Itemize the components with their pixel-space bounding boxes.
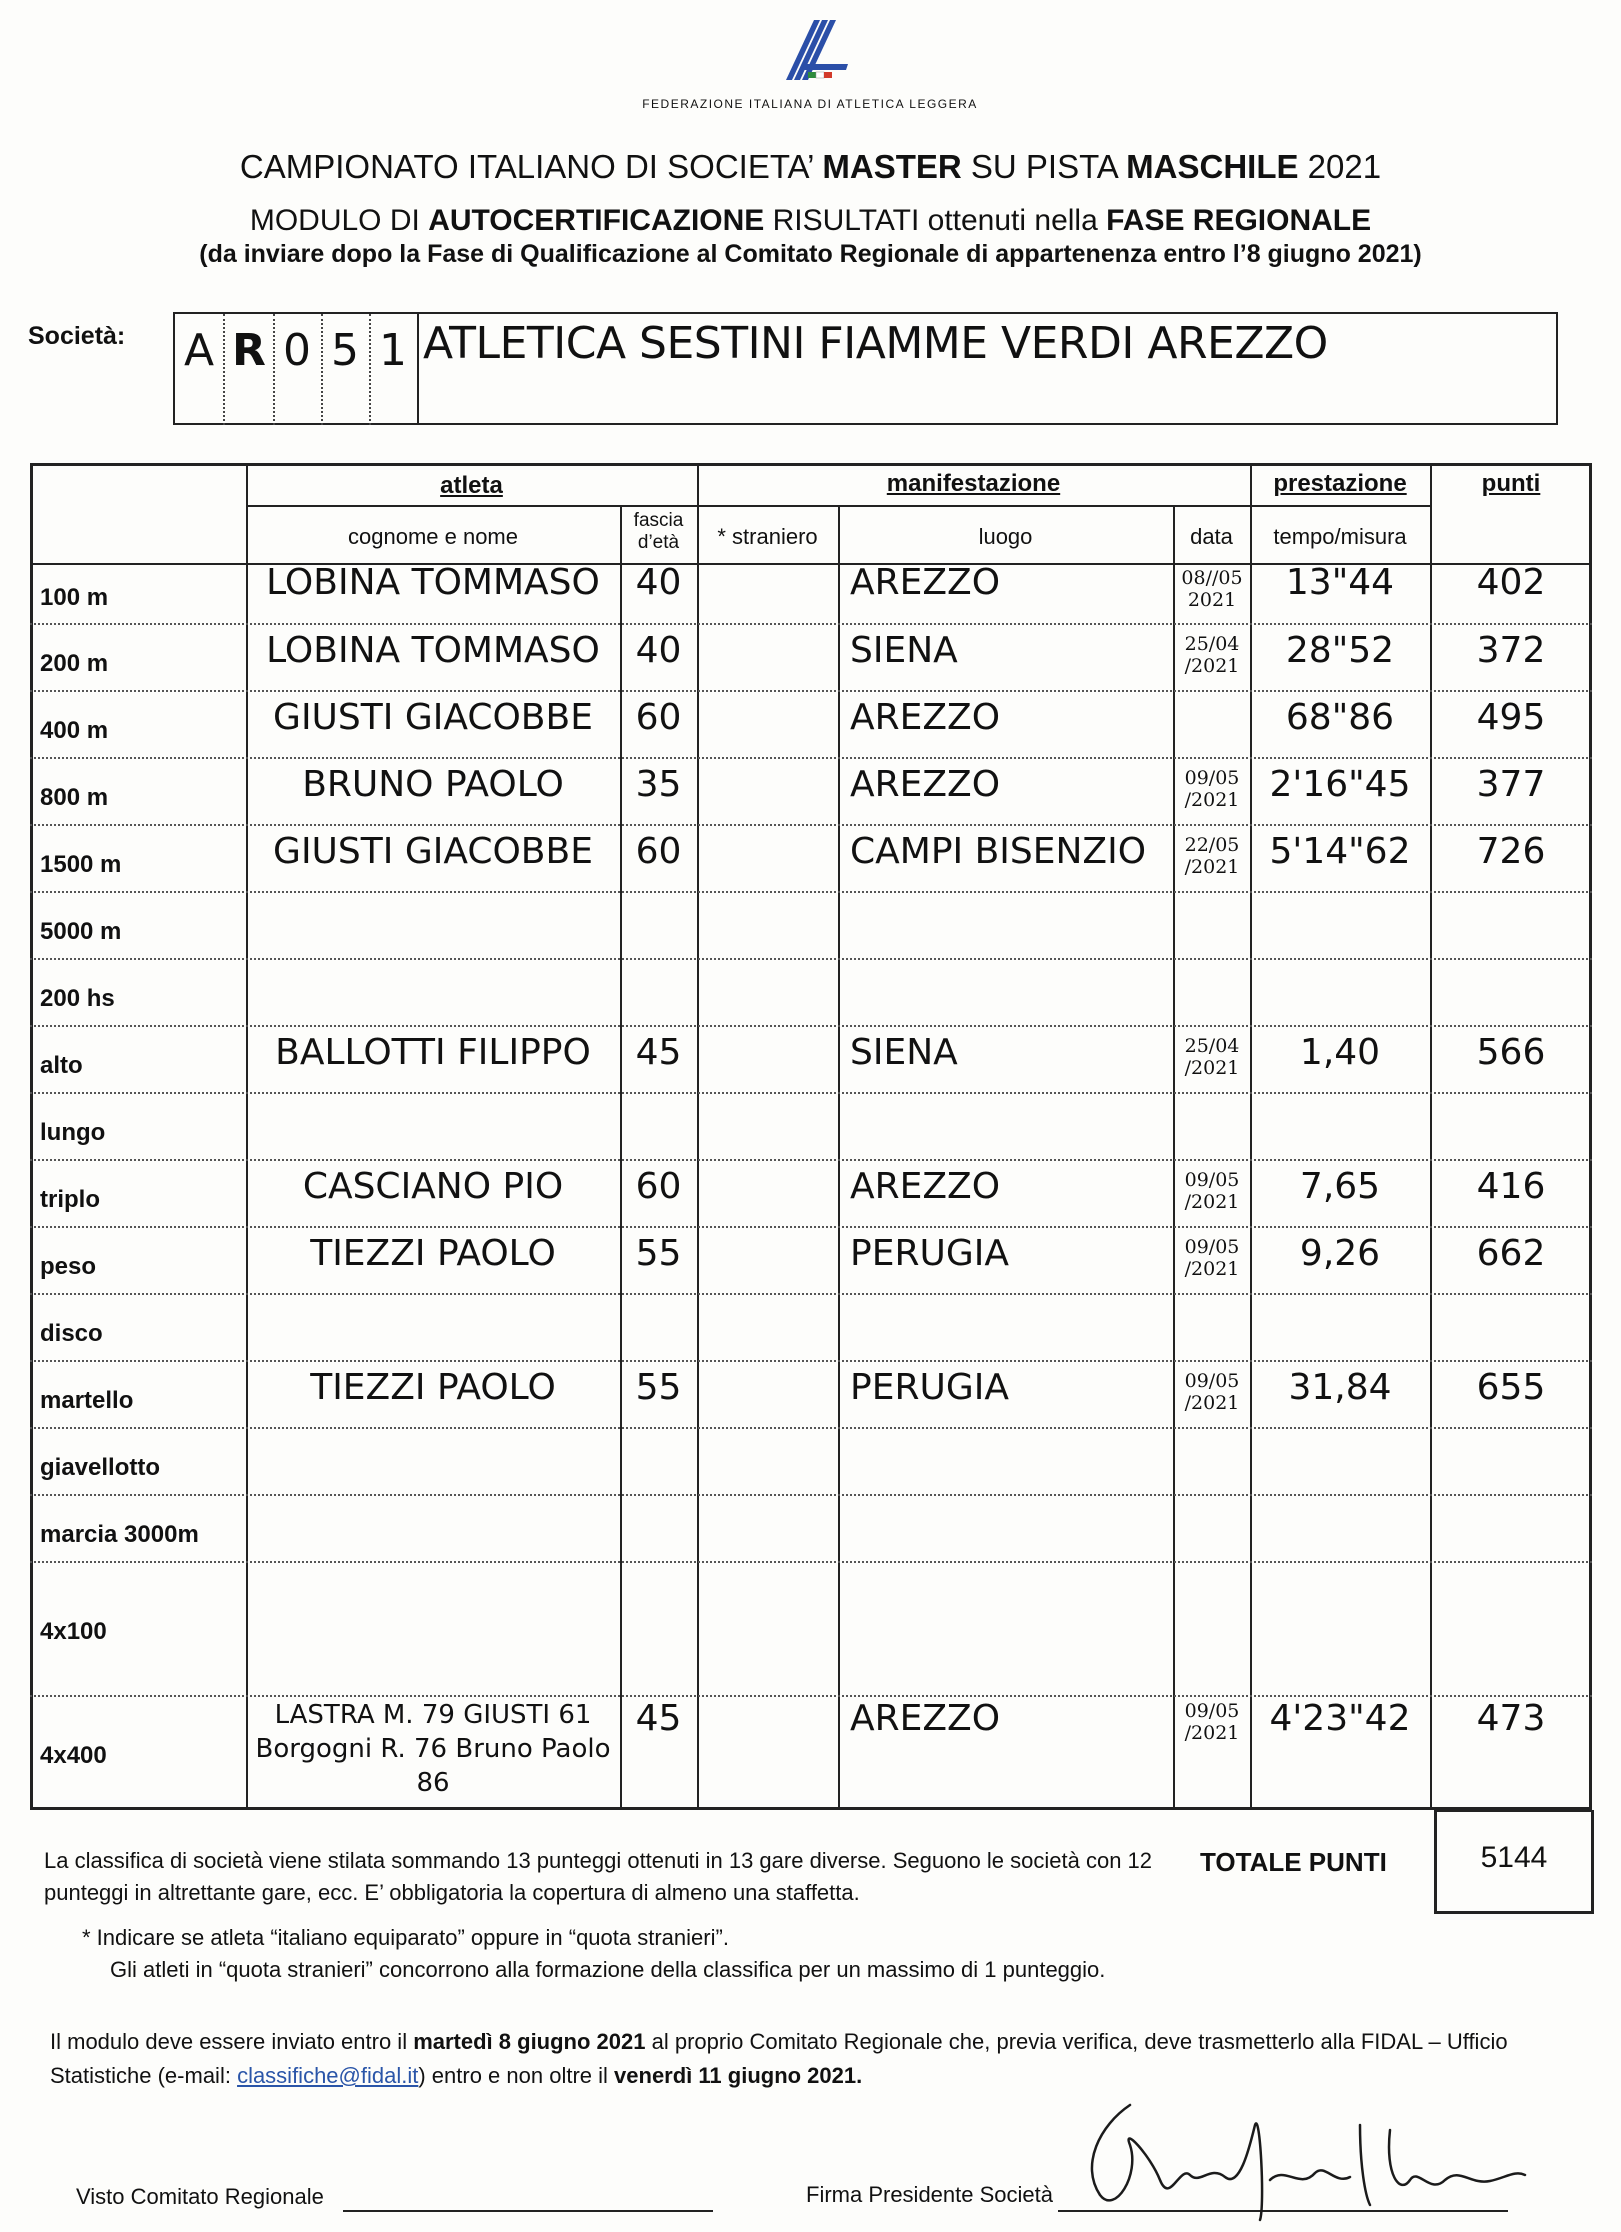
venue: PERUGIA: [850, 1367, 1009, 1408]
event-label: disco: [40, 1320, 103, 1347]
event-date: 09/05 /2021: [1184, 1169, 1240, 1213]
performance: 2'16"45: [1269, 764, 1411, 805]
performance: 28"52: [1285, 630, 1395, 671]
points: 416: [1476, 1166, 1546, 1207]
performance: 7,65: [1299, 1166, 1381, 1207]
athlete-name: LOBINA TOMMASO: [266, 630, 600, 671]
age-group: 40: [635, 630, 682, 671]
row-separator: [30, 1159, 1592, 1161]
event-date: 08//05 2021: [1181, 567, 1243, 611]
event-label: martello: [40, 1387, 134, 1414]
visto-signature-line: [343, 2210, 713, 2212]
row-separator: [30, 958, 1592, 960]
age-group: 45: [635, 1032, 682, 1073]
points: 473: [1476, 1698, 1546, 1739]
visto-comitato-label: Visto Comitato Regionale: [76, 2184, 324, 2209]
athlete-name: GIUSTI GIACOBBE: [273, 697, 593, 738]
points: 402: [1476, 562, 1546, 603]
age-group: 60: [635, 1166, 682, 1207]
document-title: CAMPIONATO ITALIANO DI SOCIETA’ MASTER SU PISTA MASCHILE 2021: [239, 148, 1382, 185]
athlete-name: BALLOTTI FILIPPO: [275, 1032, 591, 1073]
event-date: 09/05 /2021: [1184, 767, 1240, 811]
event-label: 4x100: [40, 1618, 107, 1645]
handwritten-signature-icon: [1060, 2085, 1540, 2225]
societa-box: [173, 312, 1558, 425]
row-separator: [30, 1226, 1592, 1228]
asterisk-note-detail: Gli atleti in “quota stranieri” concorrono alla formazione della classifica per un massimo di 1 punteggio.: [110, 1957, 1106, 1982]
email-link[interactable]: classifiche@fidal.it: [237, 2063, 419, 2088]
age-group: 60: [635, 697, 682, 738]
table-header-rule: [246, 505, 1430, 507]
table-divider: [838, 505, 840, 1810]
athlete-name: TIEZZI PAOLO: [310, 1233, 556, 1274]
event-label: 100 m: [40, 584, 109, 611]
header-cognome-nome: cognome e nome: [348, 524, 518, 549]
venue: CAMPI BISENZIO: [850, 831, 1147, 872]
points: 655: [1476, 1367, 1546, 1408]
row-separator: [30, 1092, 1592, 1094]
header-straniero: * straniero: [717, 524, 818, 549]
row-separator: [30, 1695, 1592, 1697]
header-prestazione: prestazione: [1273, 470, 1407, 497]
societa-code-char: R: [232, 325, 266, 376]
venue: AREZZO: [850, 1698, 1001, 1739]
venue: PERUGIA: [850, 1233, 1009, 1274]
event-date: 25/04 /2021: [1184, 633, 1240, 677]
row-separator: [30, 1293, 1592, 1295]
societa-code-char: 0: [283, 325, 311, 376]
event-label: 400 m: [40, 717, 109, 744]
event-date: 09/05 /2021: [1184, 1700, 1240, 1744]
header-fascia: fascia d’età: [633, 510, 684, 553]
row-separator: [30, 1025, 1592, 1027]
venue: AREZZO: [850, 1166, 1001, 1207]
event-label: 4x400: [40, 1742, 107, 1769]
points: 495: [1476, 697, 1546, 738]
event-label: peso: [40, 1253, 97, 1280]
age-group: 40: [635, 562, 682, 603]
code-separator: [417, 314, 419, 425]
age-group: 35: [635, 764, 682, 805]
row-separator: [30, 757, 1592, 759]
venue: AREZZO: [850, 562, 1001, 603]
event-date: 25/04 /2021: [1184, 1035, 1240, 1079]
table-divider: [697, 463, 699, 1810]
submission-note: Il modulo deve essere inviato entro il martedì 8 giugno 2021 al proprio Comitato Regionale che, previa verifica, deve trasmetterlo alla FIDAL – Ufficio Statistiche (e-mail: classifiche@fidal.it) entro e non oltre il venerdì 11 giugno 2021.: [50, 2029, 1508, 2088]
societa-name: ATLETICA SESTINI FIAMME VERDI AREZZO: [423, 318, 1328, 369]
societa-code-char: 1: [379, 325, 407, 376]
points: 726: [1476, 831, 1546, 872]
event-date: 09/05 /2021: [1184, 1236, 1240, 1280]
venue: AREZZO: [850, 764, 1001, 805]
row-separator: [30, 690, 1592, 692]
age-group: 60: [635, 831, 682, 872]
societa-code-char: A: [183, 325, 215, 376]
performance: 68"86: [1285, 697, 1395, 738]
societa-label: Società:: [28, 322, 126, 350]
athlete-name: GIUSTI GIACOBBE: [273, 831, 593, 872]
athlete-name: BRUNO PAOLO: [302, 764, 564, 805]
header-manifestazione: manifestazione: [886, 470, 1061, 497]
event-label: 5000 m: [40, 918, 122, 945]
header-punti: punti: [1481, 470, 1541, 497]
age-group: 45: [635, 1698, 682, 1739]
points: 662: [1476, 1233, 1546, 1274]
event-label: giavellotto: [40, 1454, 161, 1481]
event-label: lungo: [40, 1119, 106, 1146]
societa-code-char: 5: [331, 325, 359, 376]
athlete-name: LOBINA TOMMASO: [266, 562, 600, 603]
performance: 9,26: [1299, 1233, 1381, 1274]
classifica-note: La classifica di società viene stilata sommando 13 punteggi ottenuti in 13 gare diverse. Seguono le società con 12 punteggi in altrettante gare, ecc. E’ obbligatoria la copertura di almeno una staffetta.: [44, 1848, 1153, 1905]
relay-team-names: LASTRA M. 79 GIUSTI 61 Borgogni R. 76 Bruno Paolo 86: [255, 1700, 611, 1798]
age-group: 55: [635, 1367, 682, 1408]
totale-punti-label: TOTALE PUNTI: [1200, 1847, 1387, 1877]
venue: SIENA: [850, 630, 958, 671]
venue: SIENA: [850, 1032, 958, 1073]
athlete-name: TIEZZI PAOLO: [310, 1367, 556, 1408]
points: 372: [1476, 630, 1546, 671]
event-label: marcia 3000m: [40, 1521, 199, 1548]
performance: 31,84: [1288, 1367, 1392, 1408]
points: 377: [1476, 764, 1546, 805]
row-separator: [30, 1427, 1592, 1429]
age-group: 55: [635, 1233, 682, 1274]
document-subtitle: MODULO DI AUTOCERTIFICAZIONE RISULTATI ottenuti nella FASE REGIONALE: [249, 204, 1372, 237]
performance: 1,40: [1299, 1032, 1381, 1073]
event-label: 1500 m: [40, 851, 122, 878]
header-data: data: [1190, 524, 1233, 549]
row-separator: [30, 891, 1592, 893]
asterisk-note: * Indicare se atleta “italiano equiparato” oppure in “quota stranieri”.: [82, 1925, 729, 1950]
row-separator: [30, 1494, 1592, 1496]
document-instructions: (da inviare dopo la Fase di Qualificazione al Comitato Regionale di appartenenza entro l’8 giugno 2021): [199, 240, 1422, 268]
firma-presidente-label: Firma Presidente Società: [806, 2182, 1053, 2207]
federation-name: FEDERAZIONE ITALIANA DI ATLETICA LEGGERA: [642, 97, 978, 111]
event-date: 09/05 /2021: [1184, 1370, 1240, 1414]
totale-punti-value: 5144: [1480, 1841, 1548, 1874]
points: 566: [1476, 1032, 1546, 1073]
event-label: triplo: [40, 1186, 100, 1213]
header-luogo: luogo: [978, 524, 1033, 549]
performance: 4'23"42: [1269, 1698, 1411, 1739]
table-divider: [1173, 505, 1175, 1810]
event-label: 200 m: [40, 650, 109, 677]
row-separator: [30, 824, 1592, 826]
venue: AREZZO: [850, 697, 1001, 738]
row-separator: [30, 623, 1592, 625]
header-tempo-misura: tempo/misura: [1273, 524, 1407, 549]
athlete-name: CASCIANO PIO: [302, 1166, 564, 1207]
event-label: 200 hs: [40, 985, 115, 1012]
header-atleta: atleta: [440, 472, 503, 499]
performance: 13"44: [1285, 562, 1395, 603]
performance: 5'14"62: [1269, 831, 1411, 872]
row-separator: [30, 1360, 1592, 1362]
row-separator: [30, 1561, 1592, 1563]
event-date: 22/05 /2021: [1184, 834, 1240, 878]
fidal-logo-icon: [752, 18, 872, 88]
event-label: alto: [40, 1052, 83, 1079]
event-label: 800 m: [40, 784, 109, 811]
